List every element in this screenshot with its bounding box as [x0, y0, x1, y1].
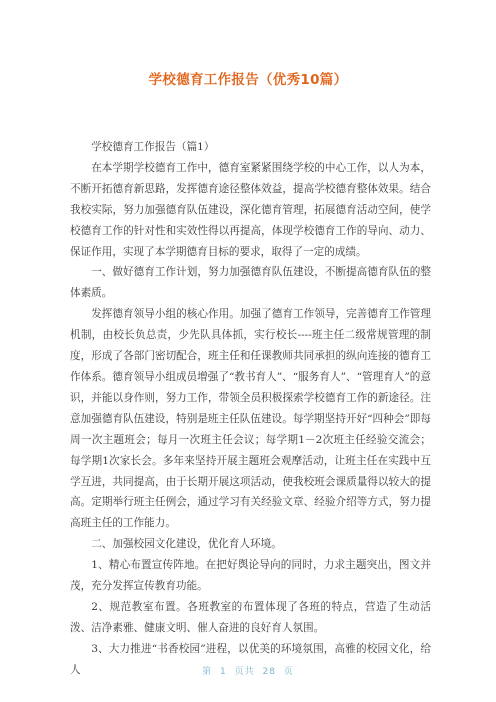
section-heading: 学校德育工作报告（篇1）	[91, 141, 215, 153]
document-title: 学校德育工作报告（优秀10篇）	[148, 72, 348, 88]
section-heading: 一、做好德育工作计划，努力加强德育队伍建设，不断提高德育队伍的整体素质。	[70, 266, 431, 300]
list-item: 3、大力推进“书香校园”进程，以优美的环境氛围，高雅的校园文化，给人	[70, 642, 431, 676]
page-label: 第	[202, 667, 213, 677]
document-body	[70, 137, 431, 681]
page-current: 1	[220, 667, 227, 677]
list-item: 2、规范教室布置。各班教室的布置体现了各班的特点，营造了生动活泼、洁净素雅、健康文明、催人奋进的良好育人氛围。	[70, 600, 431, 634]
page-separator: 页共	[234, 667, 255, 677]
body-paragraph: 在本学期学校德育工作中，德育室紧紧围绕学校的中心工作，以人为本，不断开拓德育新思路，发挥德育途径整体效益，提高学校德育整体效果。结合我校实际，努力加强德育队伍建设，深化德育管理，拓展德育活动空间，使学校德育工作的针对性和实效性得以再提高，体现学校德育工作的导向、动力、保证作用，实现了本学期德育目标的要求，取得了一定的成绩。	[70, 161, 431, 258]
body-paragraph: 发挥德育领导小组的核心作用。加强了德育工作领导，完善德育工作管理机制，由校长负总责，少先队具体抓，实行校长----班主任二级常规管理的制度，形成了各部门密切配合，班主任和任课教师共同承担的纵向连接的德育工作体系。德育领导小组成员增强了“教书育人”、“服务育人”、“管理育人”的意识，并能以身作则，努力工作，带领全员积极探索学校德育工作的新途径。注意加强德育队伍建设，特别是班主任队伍建设。每学期坚持开好“四种会”即每周一次主题班会；每月一次班主任会议；每学期1－2次班主任经验交流会；每学期1次家长会。多年来坚持开展主题班会观摩活动，让班主任在实践中互学互进，共同提高，由于长期开展这项活动，使我校班会课质量得以较大的提高。定期举行班主任例会，通过学习有关经验文章、经验介绍等方式，努力提高班主任的工作能力。	[70, 308, 431, 530]
page-suffix: 页	[283, 667, 294, 677]
section-heading: 二、加强校园文化建设，优化育人环境。	[91, 538, 282, 551]
page-total: 28	[262, 667, 276, 677]
page-footer	[0, 664, 496, 677]
list-item: 1、精心布置宣传阵地。在把好舆论导向的同时，力求主题突出，图文并茂，充分发挥宣传教育功能。	[70, 559, 431, 593]
